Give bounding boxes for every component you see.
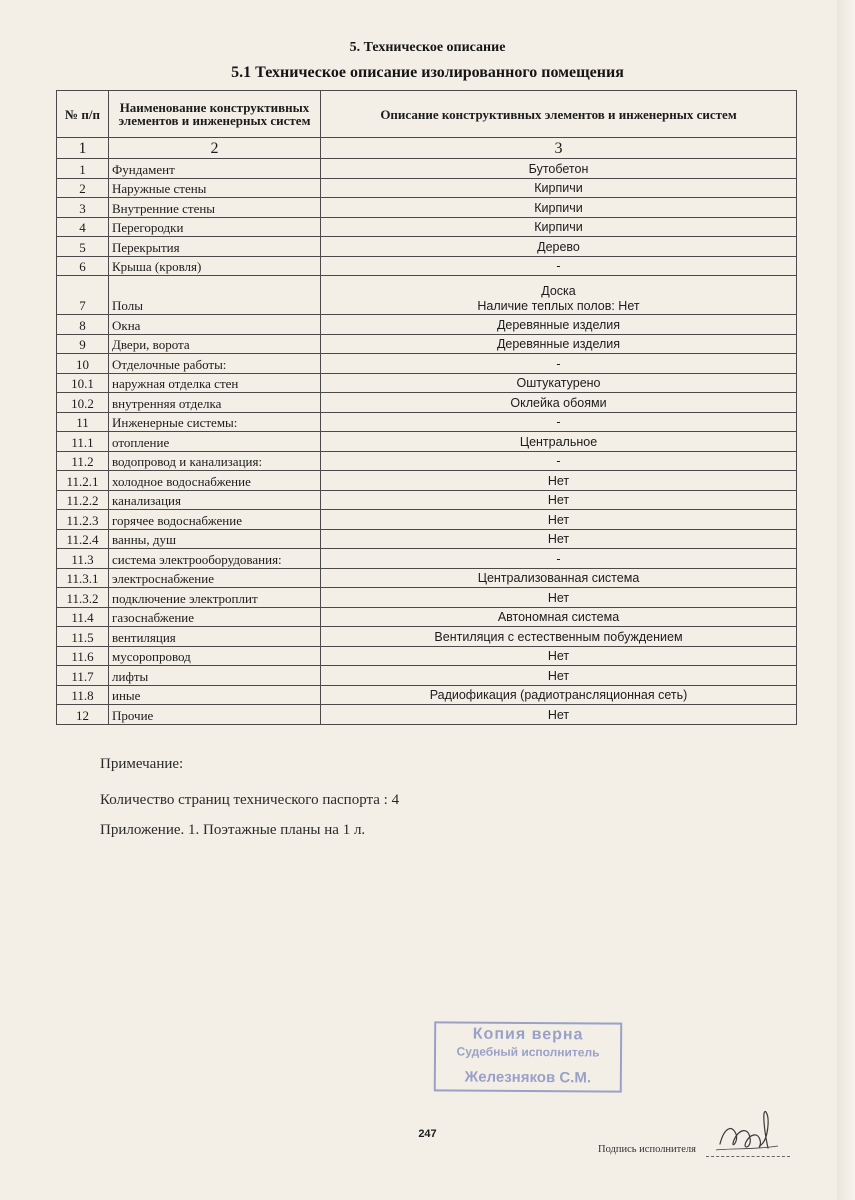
stamp-line: Копия верна (472, 1025, 584, 1044)
table-row (57, 568, 797, 588)
stamp-line: Судебный исполнитель (456, 1044, 600, 1060)
table-row (57, 451, 797, 471)
row-element-name: внутренняя отделка (109, 393, 321, 413)
table-header-row (57, 91, 797, 138)
row-description: Радиофикация (радиотрансляционная сеть) (321, 685, 797, 705)
row-description: Кирпичи (321, 178, 797, 198)
row-element-name: вентиляция (109, 627, 321, 647)
row-number: 11.4 (57, 607, 109, 627)
table-row (57, 549, 797, 569)
table-row (57, 159, 797, 179)
row-element-name: Полы (109, 276, 321, 315)
row-description: Нет (321, 588, 797, 608)
attachment-note: Приложение. 1. Поэтажные планы на 1 л. (100, 822, 366, 838)
table-row (57, 373, 797, 393)
row-description: Деревянные изделия (321, 334, 797, 354)
row-number: 11.3.1 (57, 568, 109, 588)
table-row (57, 685, 797, 705)
column-number: 1 (57, 138, 109, 159)
row-number: 2 (57, 178, 109, 198)
stamp-line: Железняков С.М. (464, 1068, 592, 1087)
row-description: Кирпичи (321, 198, 797, 218)
row-number: 3 (57, 198, 109, 218)
row-element-name: Внутренние стены (109, 198, 321, 218)
row-description (321, 276, 797, 315)
row-element-name: Инженерные системы: (109, 412, 321, 432)
row-description: Нет (321, 510, 797, 530)
table-row (57, 627, 797, 647)
row-description: Центральное (321, 432, 797, 452)
row-number: 12 (57, 705, 109, 725)
row-description: Нет (321, 705, 797, 725)
column-number: 3 (321, 138, 797, 159)
table-row (57, 178, 797, 198)
row-description: - (321, 354, 797, 374)
row-element-name: Фундамент (109, 159, 321, 179)
row-description: Нет (321, 666, 797, 686)
row-description-line: Наличие теплых полов: Нет (477, 299, 640, 313)
pages-count-note: Количество страниц технического паспорта : 4 (100, 792, 400, 808)
row-number: 11.6 (57, 646, 109, 666)
signature-caption: Подпись исполнителя (598, 1144, 696, 1155)
technical-description-table (56, 90, 797, 725)
row-description: Нет (321, 646, 797, 666)
note-label: Примечание: (100, 756, 184, 772)
table-row (57, 705, 797, 725)
row-description: Нет (321, 471, 797, 491)
table-row (57, 198, 797, 218)
row-number: 6 (57, 256, 109, 276)
row-number: 11.2.3 (57, 510, 109, 530)
handwritten-signature (712, 1104, 782, 1160)
table-row (57, 490, 797, 510)
row-number: 10.1 (57, 373, 109, 393)
column-number: 2 (109, 138, 321, 159)
table-row (57, 276, 797, 315)
row-element-name: Отделочные работы: (109, 354, 321, 374)
table-row (57, 510, 797, 530)
table-body (57, 159, 797, 725)
row-description: Нет (321, 529, 797, 549)
row-number: 11.2.4 (57, 529, 109, 549)
row-element-name: электроснабжение (109, 568, 321, 588)
row-number: 10 (57, 354, 109, 374)
table-row (57, 666, 797, 686)
row-number: 11 (57, 412, 109, 432)
row-element-name: Наружные стены (109, 178, 321, 198)
row-element-name: система электрооборудования: (109, 549, 321, 569)
row-element-name: подключение электроплит (109, 588, 321, 608)
row-description: - (321, 256, 797, 276)
row-element-name: Окна (109, 315, 321, 335)
table-row (57, 607, 797, 627)
row-element-name: Перегородки (109, 217, 321, 237)
row-number: 11.8 (57, 685, 109, 705)
table-row (57, 529, 797, 549)
row-description: Нет (321, 490, 797, 510)
row-number: 11.7 (57, 666, 109, 686)
row-description: Дерево (321, 237, 797, 257)
table-row (57, 471, 797, 491)
row-number: 9 (57, 334, 109, 354)
row-element-name: отопление (109, 432, 321, 452)
column-number-row (57, 138, 797, 159)
row-number: 10.2 (57, 393, 109, 413)
page-number: 247 (418, 1128, 437, 1140)
row-description: Оштукатурено (321, 373, 797, 393)
row-element-name: ванны, душ (109, 529, 321, 549)
table-row (57, 588, 797, 608)
row-description: Кирпичи (321, 217, 797, 237)
row-number: 11.3.2 (57, 588, 109, 608)
row-number: 4 (57, 217, 109, 237)
page-edge (837, 0, 855, 1200)
row-element-name: горячее водоснабжение (109, 510, 321, 530)
row-description: - (321, 549, 797, 569)
row-number: 11.2.1 (57, 471, 109, 491)
header-num: № п/п (57, 91, 109, 138)
row-element-name: водопровод и канализация: (109, 451, 321, 471)
row-description: Оклейка обоями (321, 393, 797, 413)
row-description-line: Доска (541, 284, 576, 298)
row-description: - (321, 412, 797, 432)
row-element-name: наружная отделка стен (109, 373, 321, 393)
table-row (57, 393, 797, 413)
header-name: Наименование конструктивных элементов и инженерных систем (109, 91, 321, 138)
table-row (57, 412, 797, 432)
row-description: Вентиляция с естественным побуждением (321, 627, 797, 647)
row-number: 11.2.2 (57, 490, 109, 510)
row-element-name: иные (109, 685, 321, 705)
row-number: 11.5 (57, 627, 109, 647)
row-description: - (321, 451, 797, 471)
section-title: 5. Техническое описание (349, 40, 506, 55)
row-number: 11.1 (57, 432, 109, 452)
row-element-name: лифты (109, 666, 321, 686)
header-description: Описание конструктивных элементов и инженерных систем (321, 91, 797, 138)
certified-copy-stamp (434, 1021, 622, 1092)
row-element-name: канализация (109, 490, 321, 510)
row-element-name: газоснабжение (109, 607, 321, 627)
row-element-name: Прочие (109, 705, 321, 725)
row-element-name: мусоропровод (109, 646, 321, 666)
row-number: 7 (57, 276, 109, 315)
row-number: 11.3 (57, 549, 109, 569)
table-row (57, 315, 797, 335)
table-row (57, 256, 797, 276)
row-element-name: холодное водоснабжение (109, 471, 321, 491)
table-row (57, 646, 797, 666)
table-row (57, 354, 797, 374)
row-element-name: Перекрытия (109, 237, 321, 257)
row-number: 8 (57, 315, 109, 335)
row-number: 5 (57, 237, 109, 257)
table-row (57, 237, 797, 257)
row-description: Автономная система (321, 607, 797, 627)
row-description: Централизованная система (321, 568, 797, 588)
row-element-name: Крыша (кровля) (109, 256, 321, 276)
row-number: 1 (57, 159, 109, 179)
table-row (57, 217, 797, 237)
row-description: Бутобетон (321, 159, 797, 179)
table-row (57, 432, 797, 452)
subsection-title: 5.1 Техническое описание изолированного помещения (231, 64, 624, 81)
row-number: 11.2 (57, 451, 109, 471)
row-element-name: Двери, ворота (109, 334, 321, 354)
row-description: Деревянные изделия (321, 315, 797, 335)
table-row (57, 334, 797, 354)
